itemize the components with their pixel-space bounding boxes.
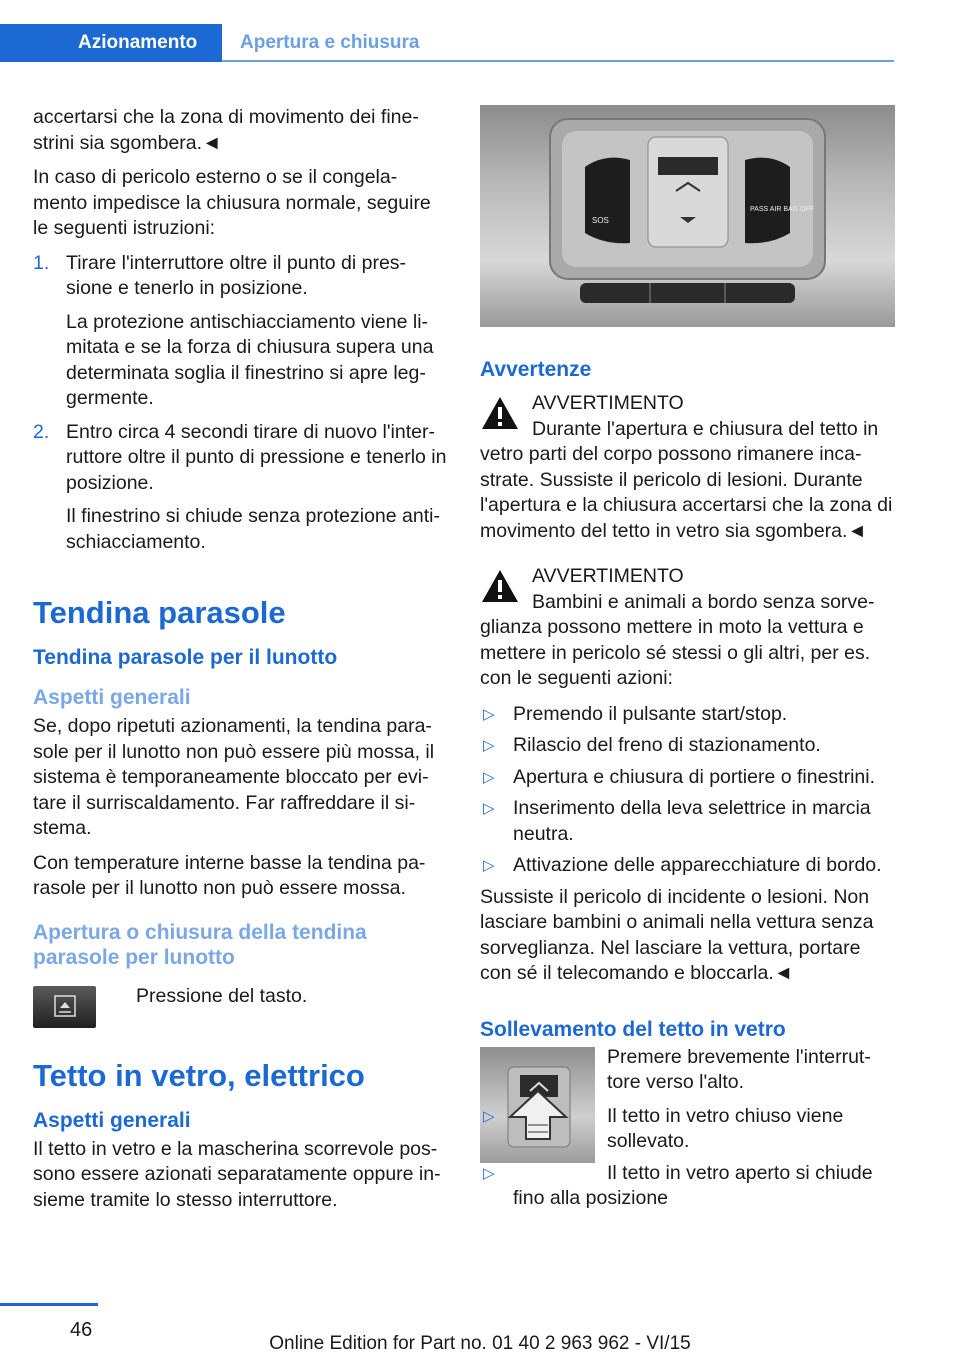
triangle-bullet-icon: ▷ <box>483 1164 495 1182</box>
warning-bullets <box>480 702 895 879</box>
warning-title: AVVERTIMENTO <box>532 565 684 587</box>
warning-block <box>480 564 895 692</box>
tab-azionamento: Azionamento <box>0 24 222 62</box>
triangle-bullet-icon: ▷ <box>483 737 495 754</box>
section-heading-glass-roof: Tetto in vetro, elettrico <box>33 1057 365 1093</box>
tab-apertura-chiusura: Apertura e chiusura <box>240 32 420 53</box>
subheading-general: Aspetti generali <box>33 686 191 709</box>
key-instruction <box>33 984 448 1028</box>
step-text: Tirare l'interruttore oltre il punto di pres‐sione e tenerlo in posizione. <box>66 251 407 299</box>
sos-label: SOS <box>592 216 609 225</box>
triangle-bullet-icon: ▷ <box>483 705 495 723</box>
lift-text: Premere brevemente l'interrut‐tore verso l'alto. <box>607 1045 871 1093</box>
paragraph: Se, dopo ripetuti azionamenti, la tendina para‐sole per il lunotto non può essere più mossa, il sistema è temporaneamente bloccato per evi‐tare il surriscaldamento. Far raffreddare il si‐stema. <box>33 715 435 839</box>
list-item-text: Il tetto in vetro aperto si chiude fino alla posizione <box>513 1161 873 1209</box>
list-item <box>480 1104 895 1155</box>
warning-triangle-icon <box>480 395 520 431</box>
sunblind-button-icon <box>33 986 96 1028</box>
paragraph: accertarsi che la zona di movimento dei fine‐strini sia sgombera.◄ <box>33 106 419 154</box>
list-item <box>480 733 895 759</box>
list-item <box>480 1161 895 1212</box>
warning-title: AVVERTIMENTO <box>532 392 684 414</box>
triangle-bullet-icon: ▷ <box>483 857 495 874</box>
overhead-console-photo <box>480 105 895 327</box>
paragraph: Il tetto in vetro e la mascherina scorrevole pos‐sono essere azionati separatamente oppure in‐sieme tramite lo stesso interruttore. <box>33 1137 441 1211</box>
list-item <box>480 765 895 791</box>
airbag-label: PASS AIR BAG OFF <box>750 206 815 213</box>
step-item <box>33 420 448 556</box>
subheading-rear-sunblind: Tendina parasole per il lunotto <box>33 646 338 669</box>
triangle-bullet-icon: ▷ <box>483 800 495 817</box>
subheading-warnings: Avvertenze <box>480 358 592 381</box>
warning-text: Durante l'apertura e chiusura del tetto in vetro parti del corpo possono rimanere inca‐strate. Sussiste il pericolo di lesioni. Durante l'apertura e la chiusura accertarsi che la zona di movimento del tetto in vetro sia sgombera.◄ <box>480 417 893 542</box>
step-subtext: La protezione antischiacciamento viene li‐mitata e se la forza di chiusura supera una determinata soglia il finestrino si apre leg‐germente. <box>66 310 434 409</box>
paragraph: Con temperature interne basse la tendina pa‐rasole per il lunotto non può essere mossa. <box>33 851 426 899</box>
subheading-general-roof: Aspetti generali <box>33 1108 191 1132</box>
section-heading-sunblind: Tendina parasole <box>33 595 286 630</box>
list-item-text: Attivazione delle apparecchiature di bordo. <box>513 854 882 876</box>
step-subtext: Il finestrino si chiude senza protezione anti‐schiacciamento. <box>66 505 440 553</box>
right-column <box>480 105 895 1218</box>
key-text: Pressione del tasto. <box>136 984 308 1007</box>
list-item <box>480 853 895 879</box>
subheading-open-close-sunblind: Apertura o chiusura della tendina parasole per lunotto <box>33 920 367 969</box>
step-text: Entro circa 4 secondi tirare di nuovo l'inter‐ruttore oltre il punto di pressione e tenerlo in posizione. <box>66 420 447 494</box>
triangle-bullet-icon: ▷ <box>483 768 495 786</box>
list-item-text: Apertura e chiusura di portiere o finestrini. <box>513 765 876 788</box>
tab-underline <box>222 60 894 62</box>
lift-instruction <box>480 1045 895 1212</box>
triangle-bullet-icon: ▷ <box>483 1107 495 1125</box>
header-tabs <box>0 24 894 62</box>
paragraph: In caso di pericolo esterno o se il congela‐mento impedisce la chiusura normale, seguire le seguenti istruzioni: <box>33 166 431 239</box>
list-item-text: Premendo il pulsante start/stop. <box>513 702 788 725</box>
list-item <box>480 702 895 728</box>
list-item-text: Il tetto in vetro chiuso viene sollevato. <box>607 1104 844 1152</box>
warning-triangle-icon <box>480 568 520 604</box>
step-item <box>33 251 448 412</box>
warning-text: Bambini e animali a bordo senza sorve‐glianza possono mettere in moto la vettura e mettere in pericolo sé stessi o gli altri, per es. con le seguenti azioni: <box>480 590 875 689</box>
list-item-text: Inserimento della leva selettrice in marcia neutra. <box>513 797 871 845</box>
step-number: 2. <box>33 420 50 443</box>
instruction-steps <box>33 251 448 556</box>
left-column <box>33 105 448 1222</box>
list-item-text: Rilascio del freno di stazionamento. <box>513 734 821 756</box>
step-number: 1. <box>33 251 50 274</box>
paragraph: Sussiste il pericolo di incidente o lesioni. Non lasciare bambini o animali nella vettura senza sorveglianza. Nel lasciare la vettura, portare con sé il telecomando e bloccarla.◄ <box>480 885 874 984</box>
footer-rule <box>0 1303 98 1306</box>
edition-footer: Online Edition for Part no. 01 40 2 963 962 - VI/15 <box>269 1333 691 1354</box>
warning-block <box>480 391 895 544</box>
list-item <box>480 796 895 847</box>
page-number: 46 <box>70 1319 93 1341</box>
subheading-lift-roof: Sollevamento del tetto in vetro <box>480 1017 786 1041</box>
